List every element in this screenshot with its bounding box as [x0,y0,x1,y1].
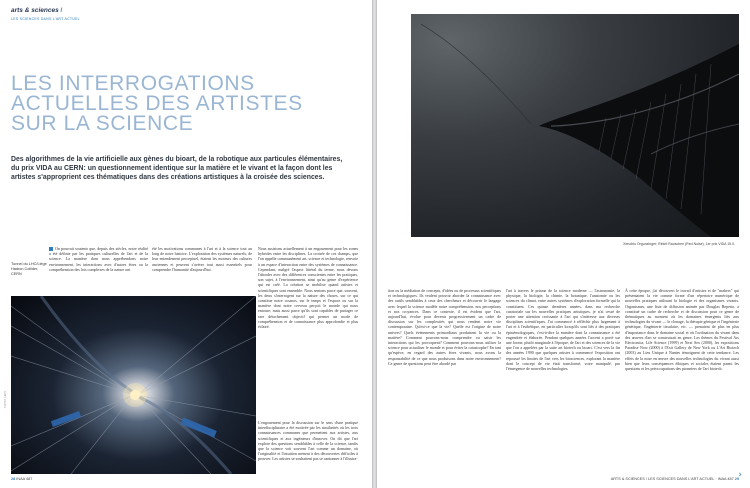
text-column-6 [506,288,620,371]
text-column-2 [152,246,252,272]
column-text: Nous assistons actuellement à un engouement pour les zones hybrides entre les disciplines. La croisée de ces champs, que l'on appelle communément art, science et technologie, renvoie à un espace d'interaction entre des systèmes de connaissance. Cependant, malgré l'aspect littéral du terme, nous devons l'aborder avec des différences conscientes entre les pratiques, son sujet, à l'environnement, ainsi qu'au genre d'expérience qui est créé. La création se mobilise quand artistes et scientifiques sont ensemble. Nous sentons parce que, souvent, les deux s'interrogent sur la nature des choses, sur ce qui constitue notre cosmos, sur le temps et l'espace ou sur la manière dont notre cerveau perçoit le monde qui nous entoure; mais aussi parce qu'ils sont capables de partager ce rare détachement objectif qui permet un mode de compréhension et de connaissance plus approfondie et plus éclairé. [258,246,358,330]
artwork-photo [411,14,739,237]
column-text: À cette époque, j'ai découvert le travail d'artistes et de "makers" qui présentaient la vie comme forme d'un répertoire numérique de nouvelles pratiques utilisant la biologie et des organismes vivants. Organismes, une liste de diffusion animée par Douglas Repetto, a constitué un cadre de recherche et de discussion pour ce genre de thématiques au moment où les domaines émergents liés aux technologies du vivant — le clonage, la thérapie génique et l'ingénierie génétique, l'ingénierie tissulaire, etc. — prenaient de plus en plus d'importance dans le domaine social et où l'ordination du vivant dans des œuvres d'art se construisait en genre. Les thèmes du Festival Ars Electronica, Life Science (1999) et Next Sex (2000), les expositions Paradise Now (2000) à l'Exit Gallery de New York ou L'Art Biotech (2003) au Lieu Unique à Nantes témoignent de cette tendance. Les effets de la mise en œuvre des nouvelles technologies du vivant aussi bien que leurs conséquences éthiques et sociales étaient parmi les questions et les préoccupations des pionniers de l'art biotech. [625,288,739,372]
folio-right [611,477,739,481]
section-rubric [11,7,62,14]
rubric-slash: / [60,7,63,14]
tunnel-illustration [11,296,256,474]
text-column-5 [388,288,501,366]
left-page [0,0,372,488]
text-column-7 [625,288,739,371]
column-text: L'engouement pour la discussion sur le sens d'une pratique interdisciplinaire a été motivée par les similarités où les trois connaissances communes que permettent aux artistes, aux scientifiques et aux ingénieurs d'innover. On dit que l'art explore des questions semblables à celle de la science, tandis que la science voit souvent l'art comme un domaine, où l'originalité et l'intuition mènent à des découvertes difficiles à prouver. Les artistes se souhaitent pas se cantonner à l'illustra- [258,420,358,462]
article-lead: Des algorithmes de la vie artificielle aux gènes du bioart, de la robotique aux particules élémentaires, du prix VIDA au CERN: un questionnement identique sur la matière et le vivant et la façon dont les artistes s'approprient ces thématiques dans des créations artistiques à la croisée des sciences. [11,156,343,181]
column-text: été les motivations communes à l'art et à la science tout au long de notre histoire. L'exploration des systèmes naturels, de leur entendement perceptuel, étaient les moteurs des cultures anciennes et peuvent s'avérer tout aussi essentiels pour comprendre l'humanité d'aujourd'hui. [152,246,252,272]
page-number-right: 29 [734,477,739,481]
photo-credit-left: PHOTO CERN [4,390,7,408]
section-subrubric: LES SCIENCES DANS L'ART ACTUEL [11,17,80,21]
page-number-left: 28 [11,477,16,481]
lhc-tunnel-photo [11,296,256,474]
photo-caption-right: Xenobio Orgunzinger; Rirkrit Rauschen (Red Noise), 1er prix VIDA 15.0. [623,242,735,246]
folio-left [11,477,32,481]
folio-left-text: INAA 487 [16,477,33,481]
folio-right-text: ARTS & SCIENCES / LES SCIENCES DANS L'ART ACTUEL · INAA 487 [610,477,734,481]
column-text: tion ou la médiation de concepts, d'idées ou de processus scientifiques et technologiques. Ils veulent pouvoir aborder la connaissance avec des outils semblables à ceux des chercheurs et découvrir le langage avec lequel la science modèle notre compréhension, nos perceptions et nos croyances. Dans ce contexte, il est évident que l'art, aujourd'hui, évolue pour devenir progressivement un cadre de discussion sur les complexités qui nous rendent notre vie contemporaine. Qu'est-ce que la vie? Quelle est l'origine de notre univers? Quels événements primordiaux produisent la vie ou la matière? Comment pouvons-nous comprendre ou saisir les interactions qui les provoquent? Comment pouvons-nous utiliser la science pour actualiser le monde et pour éviter la catastrophe? En tant qu'espèce, en regard des autres êtres vivants, nous avons la responsabilité de ce que nous produisons dans notre environnement? Ce genre de questions peut être abordé par [388,288,501,366]
next-page-chevron-icon[interactable]: › [738,470,742,480]
article-title: LES INTERROGATIONS ACTUELLES DES ARTISTES SUR LA SCIENCE [11,72,303,135]
text-column-1 [49,246,148,272]
column-text: l'art à travers le prisme de la science moderne — l'astronomie, la physique, la biologie, la chimie, la botanique, l'anatomie ou les sciences du climat, entre autres systèmes d'exploration formelle qui la constituent. Ces quinze dernières années, dans ma recherche curatoriale sur les nouvelles pratiques artistiques, je n'ai cessé de porter une attention croissante à l'art qui s'intéresse aux diverses disciplines scientifiques. J'ai commencé à réfléchir plus largement à l'art et à l'esthétique, en particulier lorsqu'ils sont liés à des pratiques épistémologiques, c'est-à-dire la manière dont la connaissance a été engendrée et élaborée. Pendant quelques années l'accent a porté sur une forme, plutôt marginale à l'époque, de l'art et des sciences de la vie que l'on a appelées par la suite art biotech ou bioart. C'est vers la fin des années 1990 que quelques artistes à commencé l'exposition ont repoussé les limites de l'art vers les biosciences, explorant la manière dont le concept de vie était transformé, voire manipulé, par l'émergence de nouvelles technologies. [506,288,620,372]
right-page [377,0,750,488]
column-text: On pourrait soutenir que, depuis des siècles, notre réalité a été définie par les pratiques culturelles de l'art et de la science. La manière dont nous appréhendons notre environnement, les interactions avec d'autres êtres ou la compréhension des lois complexes de la nature ont [49,246,148,272]
sculpture-illustration [411,14,739,237]
photo-caption-left: Tunnel du LHC/Liège Hadron Collider, CERN [11,262,47,276]
rubric-label: arts & sciences [11,7,59,14]
text-column-4 [258,420,358,472]
